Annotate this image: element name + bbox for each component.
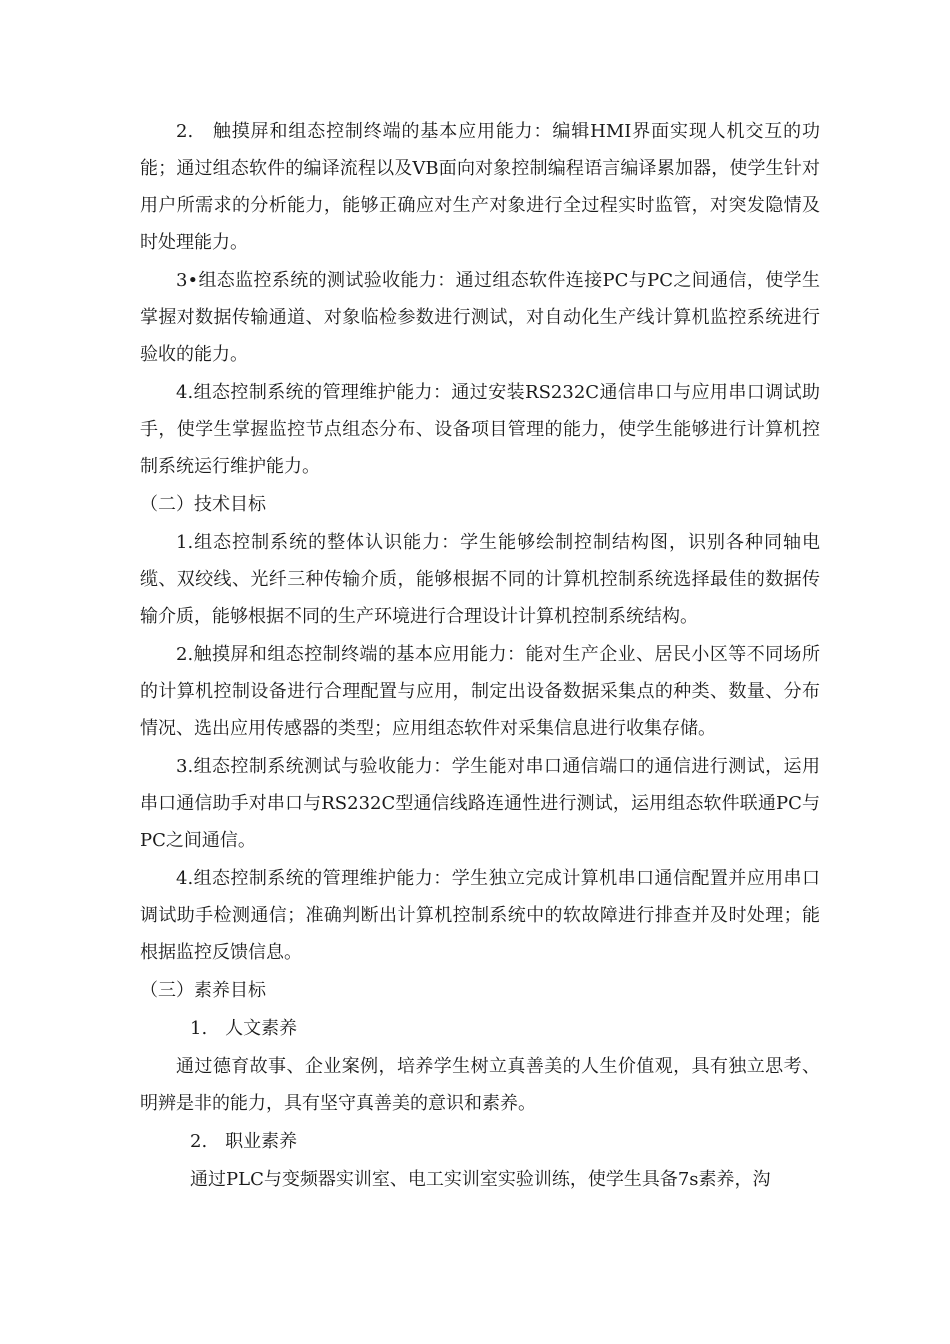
section-heading-technical-goals: （二）技术目标: [140, 494, 266, 515]
subheading-humanities: 1. 人文素养: [190, 1018, 298, 1039]
paragraph-management-maintenance: 4.组态控制系统的管理维护能力：学生独立完成计算机串口通信配置并应用串口调试助手检测通信；准确判断出计算机控制系统中的软故障进行排查并及时处理；能根据监控反馈信息。: [140, 868, 820, 963]
paragraph-professional: 通过PLC与变频器实训室、电工实训室实验训练，使学生具备7s素养，沟: [190, 1169, 771, 1190]
document-body: [140, 113, 820, 1199]
paragraph-maintenance: 4.组态控制系统的管理维护能力：通过安装RS232C通信串口与应用串口调试助手，使学生掌握监控节点组态分布、设备项目管理的能力，使学生能够进行计算机控制系统运行维护能力。: [140, 382, 820, 477]
paragraph-hmi-application: 2. 触摸屏和组态控制终端的基本应用能力：编辑HMI界面实现人机交互的功能；通过组态软件的编译流程以及VB面向对象控制编程语言编译累加器，使学生针对用户所需求的分析能力，能够正确应对生产对象进行全过程实时监管，对突发隐情及时处理能力。: [140, 121, 820, 253]
paragraph-terminal-application: 2.触摸屏和组态控制终端的基本应用能力：能对生产企业、居民小区等不同场所的计算机控制设备进行合理配置与应用，制定出设备数据采集点的种类、数量、分布情况、选出应用传感器的类型；应用组态软件对采集信息进行收集存储。: [140, 644, 820, 739]
paragraph-test-acceptance-ability: 3.组态控制系统测试与验收能力：学生能对串口通信端口的通信进行测试，运用串口通信助手对串口与RS232C型通信线路连通性进行测试，运用组态软件联通PC与PC之间通信。: [140, 756, 820, 851]
subheading-professional: 2. 职业素养: [190, 1131, 298, 1152]
paragraph-testing-acceptance: 3•组态监控系统的测试验收能力：通过组态软件连接PC与PC之间通信，使学生掌握对数据传输通道、对象临检参数进行测试，对自动化生产线计算机监控系统进行验收的能力。: [140, 270, 820, 365]
paragraph-overall-understanding: 1.组态控制系统的整体认识能力：学生能够绘制控制结构图，识别各种同轴电缆、双绞线、光纤三种传输介质，能够根据不同的计算机控制系统选择最佳的数据传输介质，能够根据不同的生产环境进行合理设计计算机控制系统结构。: [140, 532, 820, 627]
paragraph-humanities: 通过德育故事、企业案例，培养学生树立真善美的人生价值观，具有独立思考、明辨是非的能力，具有坚守真善美的意识和素养。: [140, 1056, 820, 1114]
section-heading-literacy-goals: （三）素养目标: [140, 980, 266, 1001]
